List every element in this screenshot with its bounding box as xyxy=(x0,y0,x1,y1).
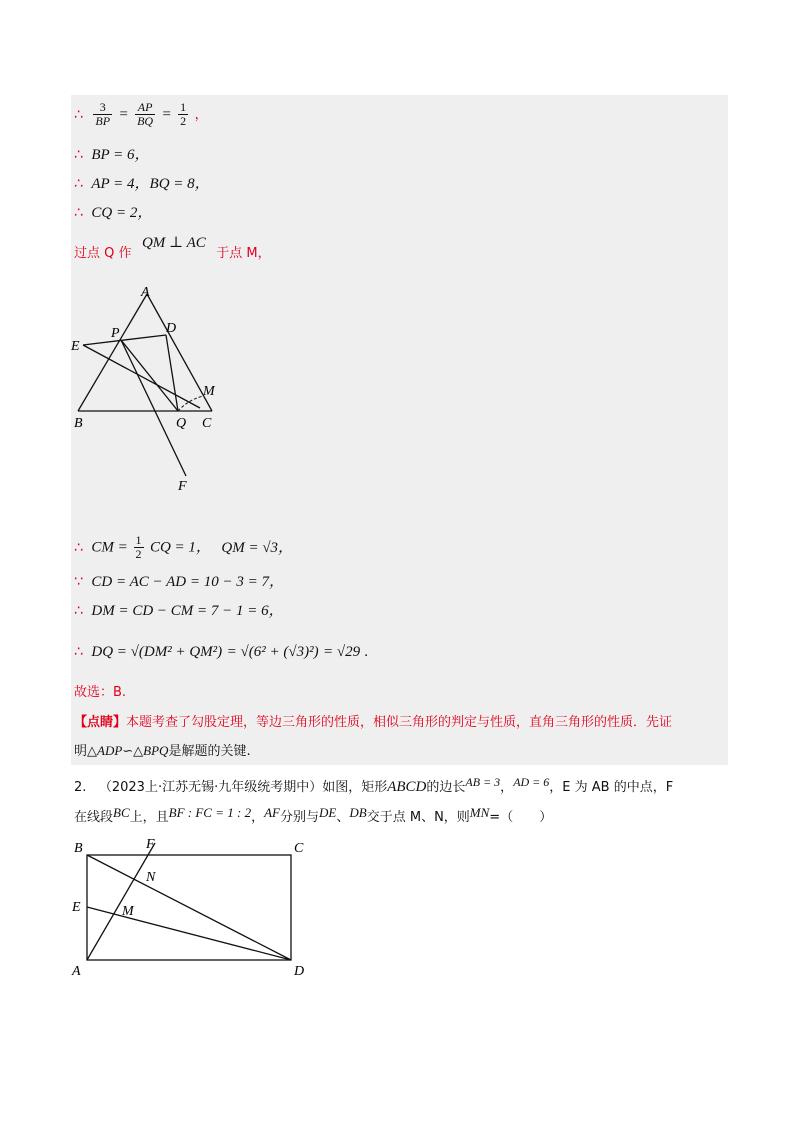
label-c: C xyxy=(202,416,212,431)
label-a: A xyxy=(141,285,150,300)
label-q: Q xyxy=(176,416,187,431)
label-b: B xyxy=(74,416,83,431)
label-c2: C xyxy=(294,841,304,856)
fraction-ap-bq: $\frac{AP}{BQ}$ xyxy=(137,100,154,128)
solution-line-1: ∴ $\frac{3}{BP}$ = $\frac{AP}{BQ}$ = $\frac{1}{2}$ ， xyxy=(74,100,208,128)
therefore-symbol: ∴ xyxy=(74,106,83,123)
label-d: D xyxy=(166,321,177,336)
label-b2: B xyxy=(74,841,83,856)
comment-line-1: 【点睛】本题考查了勾股定理，等边三角形的性质，相似三角形的判定与性质，直角三角形的性质．先证 xyxy=(74,715,673,730)
fraction-1-2b: $\frac{1}{2}$ xyxy=(135,533,142,561)
label-d2: D xyxy=(294,964,305,979)
solution-line-4: ∴ CQ = 2， xyxy=(74,205,153,221)
solution-line-5: 过点 Q 作 QM ⊥ AC 于点 M， xyxy=(74,235,271,261)
answer-line: 故选：B. xyxy=(74,685,127,700)
figure-1-triangle xyxy=(66,280,246,500)
solution-line-9: ∴ DQ = √(DM² + QM²) = √(6² + (√3)²) = √29 . xyxy=(74,644,369,660)
label-m2: M xyxy=(122,904,134,919)
solution-line-7: ∵ CD = AC − AD = 10 − 3 = 7， xyxy=(74,574,284,590)
problem-2-line-2: 在线段BC上，且BF : FC = 1 : 2，AF分别与DE、DB交于点 M、N，则MN=（ ） xyxy=(74,805,553,825)
comment-line-2: 明△ADP∽△BPQ是解题的关键. xyxy=(74,743,251,759)
label-n2: N xyxy=(146,870,156,885)
label-p: P xyxy=(111,326,120,341)
problem-2-line-1: 2. （2023上·江苏无锡·九年级统考期中）如图，矩形ABCD的边长AB = 3，AD = 6，E 为 AB 的中点，F xyxy=(74,775,674,795)
label-a2: A xyxy=(72,964,81,979)
solution-line-8: ∴ DM = CD − CM = 7 − 1 = 6， xyxy=(74,603,284,619)
label-e2: E xyxy=(72,900,81,915)
label-f: F xyxy=(178,479,187,494)
fraction-3-bp: $\frac{3}{BP}$ xyxy=(95,100,111,128)
figure-2-rectangle xyxy=(66,835,326,985)
label-m: M xyxy=(203,384,215,399)
solution-line-2: ∴ BP = 6， xyxy=(74,147,150,163)
solution-line-3: ∴ AP = 4，BQ = 8， xyxy=(74,176,210,192)
label-f2: F xyxy=(146,837,155,852)
fraction-1-2: $\frac{1}{2}$ xyxy=(180,100,187,128)
label-e: E xyxy=(71,339,80,354)
solution-line-6: ∴ CM = $\frac{1}{2}$ CQ = 1， QM = √3， xyxy=(74,533,294,561)
